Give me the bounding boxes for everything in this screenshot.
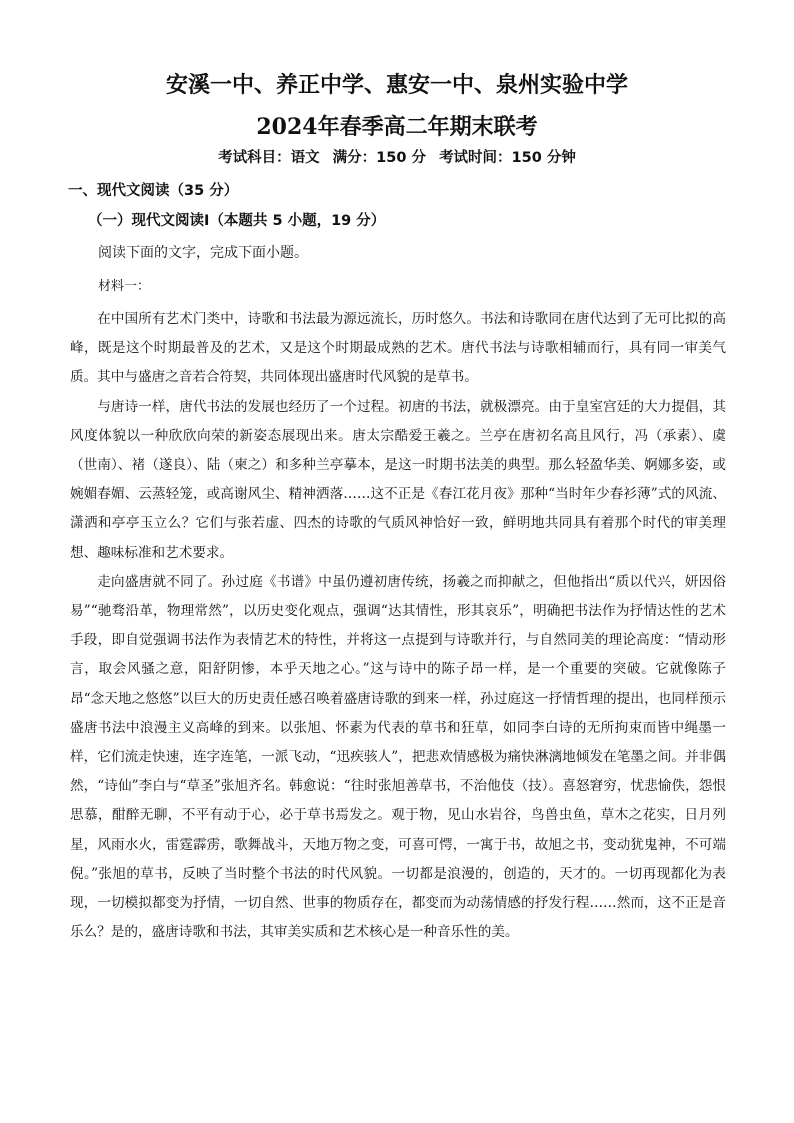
exam-meta-line — [0, 146, 794, 170]
exam-title-schools: 安溪一中、养正中学、惠安一中、泉州实验中学 — [165, 72, 628, 98]
passage-paragraph: 走向盛唐就不同了。孙过庭《书谱》中虽仍遵初唐传统，扬羲之而抑献之，但他指出“质以代兴，妍因俗易”“驰骛沿革，物理常然”，以历史变化观点，强调“达其情性，形其哀乐”，明确把书法作为抒情达性的艺术手段，即自觉强调书法作为表情艺术的特性，并将这一点提到与诗歌并行，与自然同美的理论高度：“情动形言，取会风骚之意，阳舒阴惨，本乎天地之心。”这与诗中的陈子昂一样，是一个重要的突破。它就像陈子昂“念天地之悠悠”以巨大的历史责任感召唤着盛唐诗歌的到来一样，孙过庭这一抒情哲理的提出，也同样预示盛唐书法中浪漫主义高峰的到来。以张旭、怀素为代表的草书和狂草，如同李白诗的无所拘束而皆中绳墨一样，它们流走快速，连字连笔，一派飞动，“迅疾骇人”，把悲欢情感极为痛快淋漓地倾发在笔墨之间。并非偶然，“诗仙”李白与“草圣”张旭齐名。韩愈说：“往时张旭善草书，不治他伎（技）。喜怒窘穷，忧悲愉佚，怨恨思慕，酣醉无聊，不平有动于心，必于草书焉发之。观于物，见山水岩谷，鸟兽虫鱼，草木之花实，日月列星，风雨水火，雷霆霹雳，歌舞战斗，天地万物之变，可喜可愕，一寓于书，故旭之书，变动犹鬼神，不可端倪。”张旭的草书，反映了当时整个书法的时代风貌。一切都是浪漫的，创造的，天才的。一切再现都化为表现，一切模拟都变为抒情，一切自然、世事的物质存在，都变而为动荡情感的抒发行程……然而，这不正是音乐么？是的，盛唐诗歌和书法，其审美实质和艺术核心是一种音乐性的美。 — [70, 573, 726, 941]
exam-subject: 考试科目：语文 — [218, 150, 320, 166]
passage-body — [70, 305, 726, 947]
reading-instruction: 阅读下面的文字，完成下面小题。 — [98, 245, 308, 261]
exam-title-term: 2024年春季高二年期末联考 — [256, 114, 538, 140]
exam-full-score: 满分：150 分 — [332, 150, 426, 166]
passage-paragraph: 与唐诗一样，唐代书法的发展也经历了一个过程。初唐的书法，就极漂亮。由于皇室宫廷的大力提倡，其风度体貌以一种欣欣向荣的新姿态展现出来。唐太宗酷爱王羲之。兰亭在唐初名高且风行，冯（承素）、虞（世南）、褚（遂良）、陆（柬之）和多种兰亭摹本，是这一时期书法美的典型。那么轻盈华美、婀娜多姿，或婉媚春媚、云蒸轻笼，或高谢风尘、精神洒落……这不正是《春江花月夜》那种“当时年少春衫薄”式的风流、潇洒和亭亭玉立么？它们与张若虚、四杰的诗歌的气质风神恰好一致，鲜明地共同具有着那个时代的审美理想、趣味标准和艺术要求。 — [70, 398, 726, 561]
section-heading: 一、现代文阅读（35 分） — [68, 183, 239, 199]
passage-paragraph: 在中国所有艺术门类中，诗歌和书法最为源远流长，历时悠久。书法和诗歌同在唐代达到了无可比拟的高峰，既是这个时期最普及的艺术，又是这个时期最成熟的艺术。唐代书法与诗歌相辅而行，具有同一审美气质。其中与盛唐之音若合符契，共同体现出盛唐时代风貌的是草书。 — [70, 311, 726, 386]
exam-time: 考试时间：150 分钟 — [439, 150, 576, 166]
material-label: 材料一： — [98, 279, 151, 294]
section-subheading: （一）现代文阅读Ⅰ（本题共 5 小题，19 分） — [88, 213, 386, 229]
